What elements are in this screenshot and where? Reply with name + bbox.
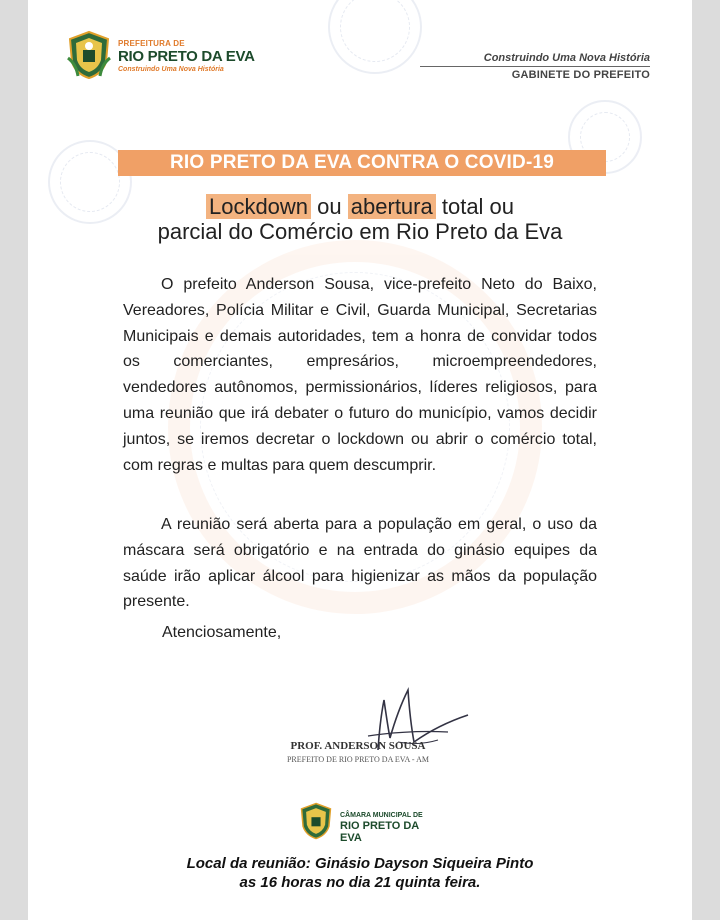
title-banner [118, 150, 606, 176]
closing-text: Atenciosamente, [162, 624, 282, 641]
council-crest-icon [298, 802, 334, 840]
header-slogan: Construindo Uma Nova História [483, 52, 650, 64]
body-paragraph [123, 512, 597, 615]
document-page [28, 0, 692, 920]
logo-prefecture-label: PREFEITURA DE [118, 39, 185, 48]
subtitle-line2: parcial do Comércio em Rio Preto da Eva [157, 219, 563, 244]
logo-city-name: RIO PRETO DA EVA [118, 48, 255, 65]
document-title: RIO PRETO DA EVA CONTRA O COVID-19 [169, 152, 555, 173]
header-office-block [420, 52, 650, 81]
virus-decoration [328, 0, 422, 74]
meeting-location [118, 854, 602, 892]
crest-icon [66, 30, 112, 80]
paragraph-2-text: A reunião será aberta para a população em geral, o uso da máscara será obrigatório e na entrada do ginásio equipes da saúde irão aplicar álcool para higienizar as mãos da população presente. [123, 516, 597, 611]
location-time: as 16 horas no dia 21 quinta feira. [239, 874, 481, 891]
logo-tagline: Construindo Uma Nova História [118, 66, 224, 73]
body-paragraph [123, 272, 597, 478]
location-venue: Ginásio Dayson Siqueira Pinto [314, 855, 534, 872]
signatory-role: PREFEITO DE RIO PRETO DA EVA - AM [286, 755, 430, 764]
location-label: Local da reunião: [186, 855, 311, 872]
subtitle-highlight-abertura: abertura [348, 194, 436, 219]
subtitle-highlight-lockdown: Lockdown [206, 194, 311, 219]
council-logo [294, 800, 434, 844]
paragraph-1-text: O prefeito Anderson Sousa, vice-prefeito Neto do Baixo, Vereadores, Polícia Militar e Civil, Guarda Municipal, Secretarias Municipais e demais autoridades, tem a honra de convidar todos os comerciantes, empresários, microempreendedores, vendedores autônomos, permissionários, líderes religiosos, para uma reunião que irá debater o futuro do município, vamos decidir juntos, se iremos decretar o lockdown ou abrir o comércio total, com regras e multas para quem descumprir. [123, 276, 597, 474]
signatory-name: PROF. ANDERSON SOUSA [290, 740, 426, 752]
prefecture-logo [66, 30, 286, 82]
subtitle-rest-line1: total ou [441, 194, 515, 219]
header-divider [420, 66, 650, 67]
document-subtitle [88, 194, 632, 244]
council-label: CÂMARA MUNICIPAL DE [340, 812, 423, 819]
header-office: GABINETE DO PREFEITO [511, 69, 650, 81]
council-city: RIO PRETO DA EVA [340, 820, 419, 844]
subtitle-connector: ou [317, 194, 342, 219]
